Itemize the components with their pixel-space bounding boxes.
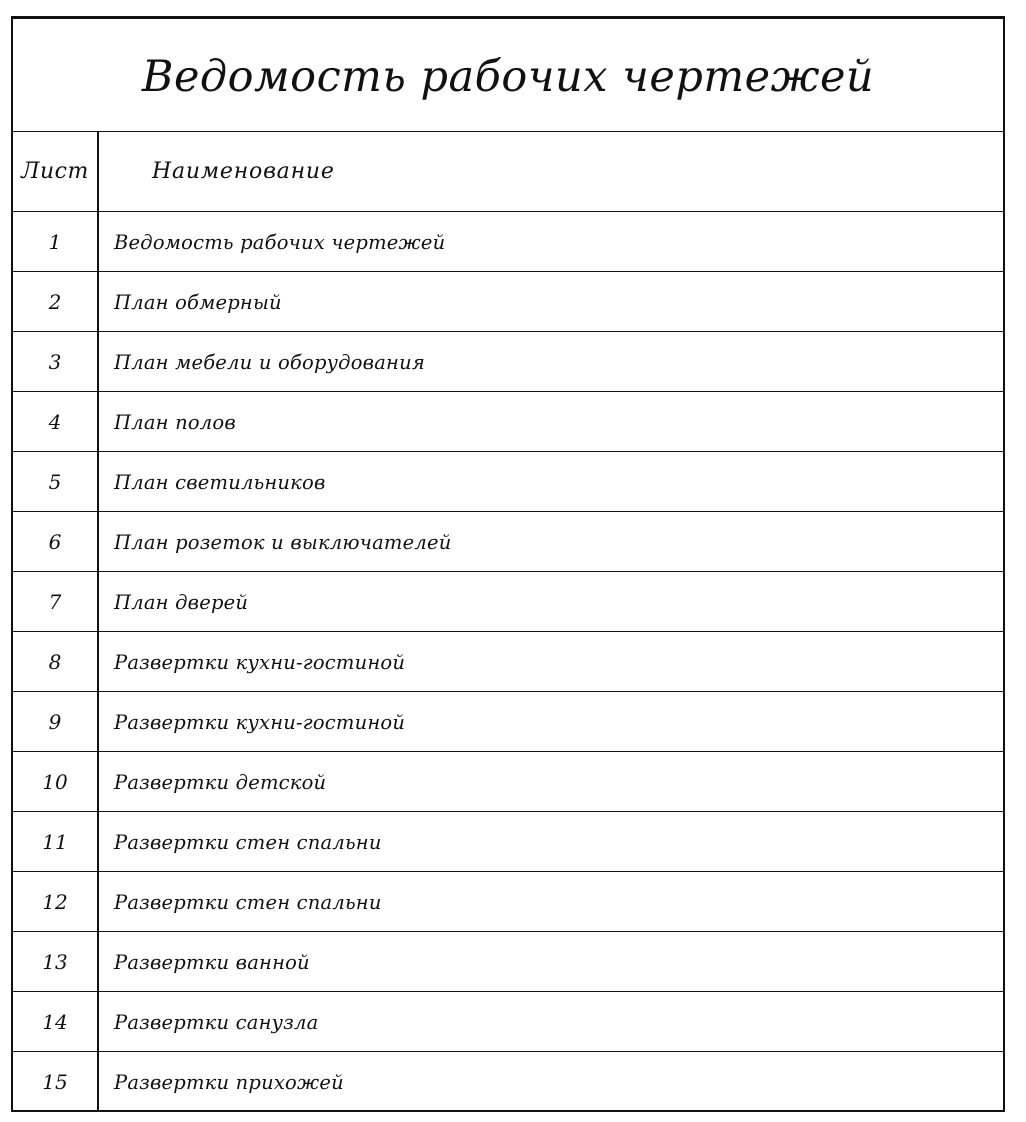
sheet-name: Развертки кухни-гостиной [114, 710, 406, 734]
sheet-name: Ведомость рабочих чертежей [114, 230, 446, 254]
sheet-name: Развертки санузла [114, 1010, 319, 1034]
sheet-number: 15 [42, 1070, 68, 1094]
title-row [13, 19, 1003, 132]
table-row [13, 452, 1003, 512]
sheet-number: 2 [48, 290, 62, 314]
sheet-number: 11 [42, 830, 68, 854]
sheet-name: План светильников [114, 470, 326, 494]
sheet-number: 10 [42, 770, 68, 794]
table-row [13, 272, 1003, 332]
table-row [13, 752, 1003, 812]
table-row [13, 392, 1003, 452]
sheet-number: 12 [42, 890, 68, 914]
sheet-number: 5 [48, 470, 62, 494]
table-row [13, 932, 1003, 992]
document-title: Ведомость рабочих чертежей [141, 51, 875, 102]
table-row [13, 1052, 1003, 1112]
sheet-number: 1 [48, 230, 62, 254]
sheet-number: 13 [42, 950, 68, 974]
table-row [13, 512, 1003, 572]
sheet-number: 14 [42, 1010, 68, 1034]
sheet-number: 6 [48, 530, 62, 554]
sheet-name: План обмерный [114, 290, 282, 314]
drawings-register-table [11, 16, 1005, 1112]
table-row [13, 872, 1003, 932]
table-row [13, 812, 1003, 872]
sheet-name: План мебели и оборудования [114, 350, 425, 374]
table-row [13, 632, 1003, 692]
sheet-name: Развертки стен спальни [114, 890, 382, 914]
sheet-name: Развертки стен спальни [114, 830, 382, 854]
sheet-name: Развертки кухни-гостиной [114, 650, 406, 674]
table-row [13, 572, 1003, 632]
sheet-number: 8 [48, 650, 62, 674]
table-body [13, 212, 1003, 1112]
table-row [13, 332, 1003, 392]
sheet-name: Развертки ванной [114, 950, 310, 974]
column-header-sheet: Лист [21, 158, 89, 184]
sheet-number: 3 [48, 350, 62, 374]
sheet-number: 4 [48, 410, 62, 434]
table-row [13, 692, 1003, 752]
column-header-name: Наименование [152, 158, 335, 184]
table-header-row [13, 132, 1003, 212]
sheet-name: Развертки детской [114, 770, 327, 794]
table-row [13, 992, 1003, 1052]
table-row [13, 212, 1003, 272]
sheet-name: Развертки прихожей [114, 1070, 344, 1094]
sheet-name: План розеток и выключателей [114, 530, 452, 554]
sheet-name: План дверей [114, 590, 249, 614]
sheet-name: План полов [114, 410, 236, 434]
sheet-number: 9 [48, 710, 62, 734]
sheet-number: 7 [48, 590, 62, 614]
